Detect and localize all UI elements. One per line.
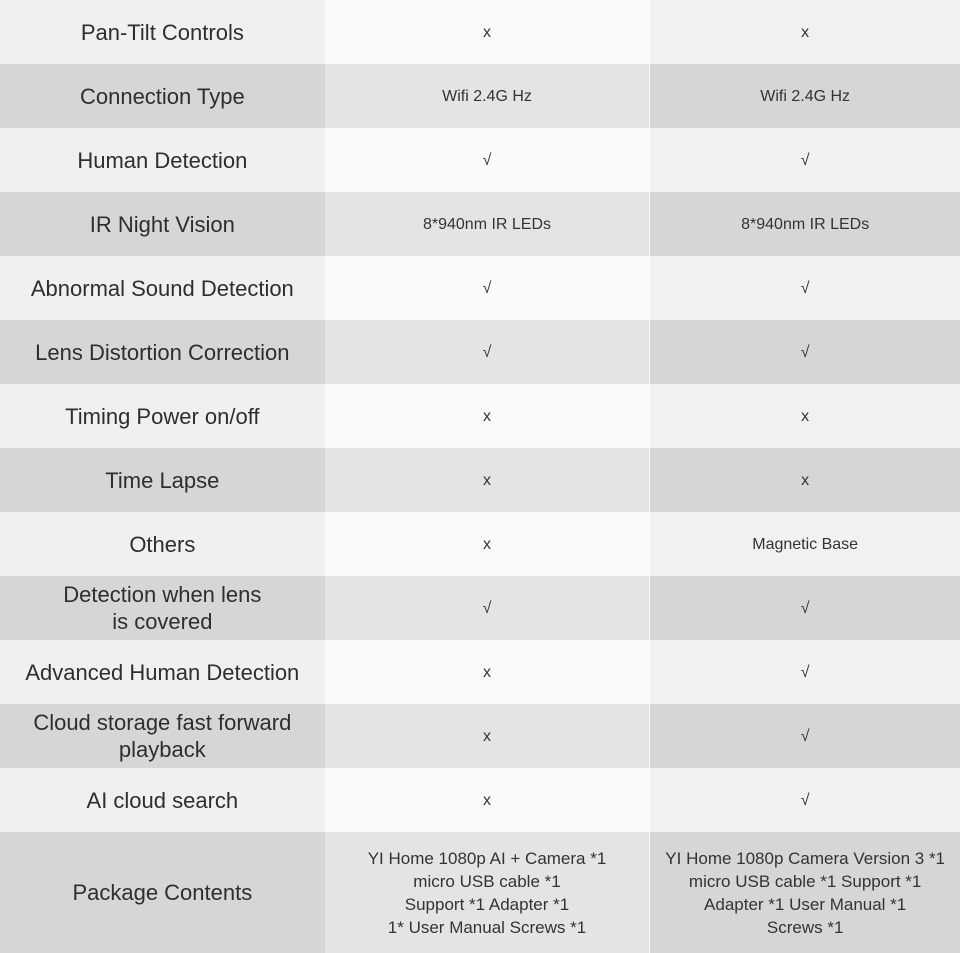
col2-value: Wifi 2.4G Hz — [650, 64, 960, 128]
col2-value: √ — [650, 256, 960, 320]
col2-value: √ — [650, 640, 960, 704]
table-row-cloud-storage-playback — [0, 704, 960, 768]
col2-value: √ — [650, 128, 960, 192]
col1-value: Wifi 2.4G Hz — [325, 64, 650, 128]
row-label: Time Lapse — [0, 448, 325, 512]
table-row-ai-cloud-search — [0, 768, 960, 832]
row-label: Detection when lens is covered — [0, 576, 325, 640]
table-row-others — [0, 512, 960, 576]
row-label: Lens Distortion Correction — [0, 320, 325, 384]
col2-value: Magnetic Base — [650, 512, 960, 576]
row-label: Others — [0, 512, 325, 576]
table-row-abnormal-sound-detection — [0, 256, 960, 320]
col2-value: √ — [650, 576, 960, 640]
col2-value: √ — [650, 704, 960, 768]
row-label: Timing Power on/off — [0, 384, 325, 448]
table-row-lens-distortion-correction — [0, 320, 960, 384]
col1-value: x — [325, 704, 650, 768]
row-label: Pan-Tilt Controls — [0, 0, 325, 64]
table-row-advanced-human-detection — [0, 640, 960, 704]
table-row-pan-tilt-controls — [0, 0, 960, 64]
col1-value: √ — [325, 576, 650, 640]
row-label: Package Contents — [0, 832, 325, 953]
row-label: IR Night Vision — [0, 192, 325, 256]
col1-value: √ — [325, 256, 650, 320]
table-row-connection-type — [0, 64, 960, 128]
table-row-time-lapse — [0, 448, 960, 512]
col1-value: x — [325, 384, 650, 448]
col1-value: x — [325, 768, 650, 832]
col1-value: YI Home 1080p AI + Camera *1 micro USB cable *1 Support *1 Adapter *1 1* User Manual Screws *1 — [325, 832, 650, 953]
row-label: Human Detection — [0, 128, 325, 192]
row-label: Cloud storage fast forward playback — [0, 704, 325, 768]
table-row-ir-night-vision — [0, 192, 960, 256]
col2-value: √ — [650, 768, 960, 832]
row-label: Connection Type — [0, 64, 325, 128]
col2-value: 8*940nm IR LEDs — [650, 192, 960, 256]
col1-value: x — [325, 512, 650, 576]
col1-value: √ — [325, 128, 650, 192]
col1-value: 8*940nm IR LEDs — [325, 192, 650, 256]
col1-value: x — [325, 448, 650, 512]
row-label: Advanced Human Detection — [0, 640, 325, 704]
table-row-package-contents — [0, 832, 960, 953]
table-row-human-detection — [0, 128, 960, 192]
table-row-timing-power — [0, 384, 960, 448]
table-row-detection-lens-covered — [0, 576, 960, 640]
col2-value: x — [650, 0, 960, 64]
col2-value: x — [650, 384, 960, 448]
col1-value: √ — [325, 320, 650, 384]
col2-value: √ — [650, 320, 960, 384]
col1-value: x — [325, 0, 650, 64]
row-label: Abnormal Sound Detection — [0, 256, 325, 320]
col1-value: x — [325, 640, 650, 704]
row-label: AI cloud search — [0, 768, 325, 832]
col2-value: x — [650, 448, 960, 512]
col2-value: YI Home 1080p Camera Version 3 *1 micro USB cable *1 Support *1 Adapter *1 User Manual *1 Screws *1 — [650, 832, 960, 953]
